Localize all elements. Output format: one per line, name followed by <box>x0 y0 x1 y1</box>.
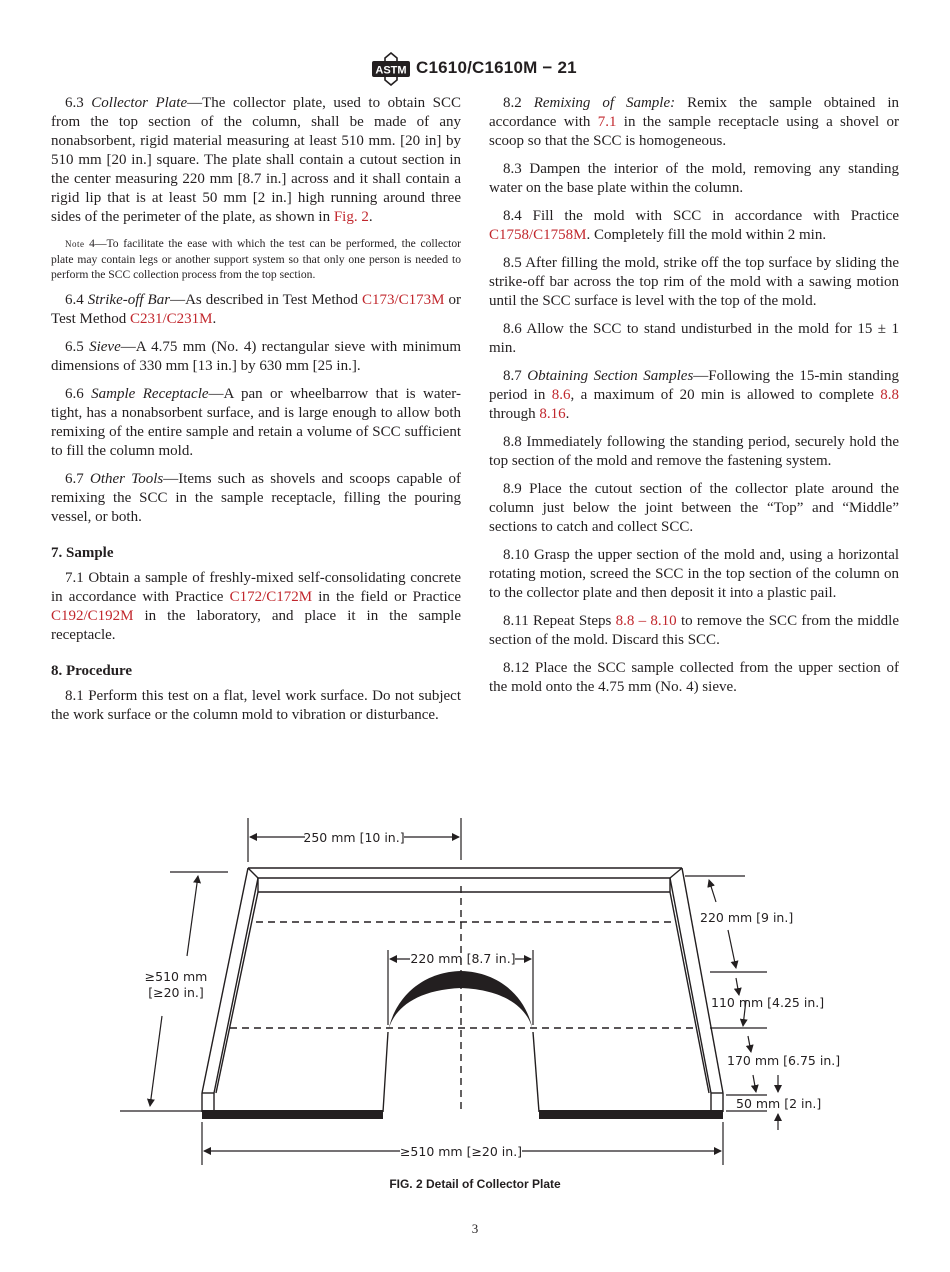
dim-cutout-label: 220 mm [8.7 in.] <box>410 951 516 966</box>
paragraph-6-7: 6.7 Other Tools—Items such as shovels and scoops capable of remixing the SCC in the sample receptacle, filling the pouring vessel, or both. <box>51 471 462 525</box>
dashed-guides <box>230 886 696 1112</box>
paragraph-6-4: 6.4 Strike-off Bar—As described in Test Method C173/C173M or Test Method C231/C231M. <box>51 292 462 327</box>
ref-c172[interactable]: C172/C172M <box>229 589 313 605</box>
ref-7-1[interactable]: 7.1 <box>597 114 617 130</box>
paragraph-8-6: 8.6 Allow the SCC to stand undisturbed in the mold for 15 ± 1 min. <box>489 321 899 356</box>
section-heading-8: 8. Procedure <box>51 663 133 679</box>
paragraph-8-11: 8.11 Repeat Steps 8.8 – 8.10 to remove the SCC from the middle section of the mold. Discard this SCC. <box>489 613 900 648</box>
dim-left-line2: [≥20 in.] <box>148 985 204 1000</box>
ref-c1758[interactable]: C1758/C1758M <box>489 227 587 243</box>
left-column <box>51 94 461 734</box>
figure-2-collector-plate <box>110 800 840 1180</box>
ref-c231[interactable]: C231/C231M <box>129 311 213 327</box>
page-number: 3 <box>471 1221 479 1236</box>
dim-left-line1: ≥510 mm <box>144 969 208 984</box>
dim-right-top-label: 220 mm [9 in.] <box>700 910 794 925</box>
dim-top-width-label: 250 mm [10 in.] <box>303 830 405 845</box>
paragraph-8-4: 8.4 Fill the mold with SCC in accordance with Practice C1758/C1758M. Completely fill the mold within 2 min. <box>489 208 899 243</box>
ref-8-6[interactable]: 8.6 <box>551 387 571 403</box>
ref-8-8-8-10[interactable]: 8.8 – 8.10 <box>615 613 677 629</box>
paragraph-6-3: 6.3 Collector Plate—The collector plate, used to obtain SCC from the top section of the column, shall be made of any nonabsorbent, rigid material measuring at least 510 mm. [20 in] by 510 mm [20 in.] square. The plate shall contain a cutout section in the center measuring 220 mm [8.7 in.] across and it shall contain a rigid lip that is at least 50 mm [2 in.] high running around three sides of the perimeter of the plate, as shown in Fig. 2. <box>51 95 461 225</box>
logo-text: ASTM <box>375 64 407 77</box>
paragraph-7-1: 7.1 Obtain a sample of freshly-mixed self-consolidating concrete in accordance with Practice C172/C172M in the field or Practice C192/C192M in the laboratory, and place it in the sample receptacle. <box>51 570 461 643</box>
collector-plate-diagram <box>110 800 840 1180</box>
ref-c173[interactable]: C173/C173M <box>362 292 445 308</box>
paragraph-8-2: 8.2 Remixing of Sample: Remix the sample obtained in accordance with 7.1 in the sample receptacle using a shovel or scoop so that the SCC is homogeneous. <box>489 95 900 149</box>
paragraph-8-1: 8.1 Perform this test on a flat, level work surface. Do not subject the work surface or the column mold to vibration or disturbance. <box>51 688 461 723</box>
dim-bottom-label: ≥510 mm [≥20 in.] <box>399 1144 523 1159</box>
standard-designation: C1610/C1610M − 21 <box>416 58 577 77</box>
paragraph-6-6: 6.6 Sample Receptacle—A pan or wheelbarrow that is water-tight, has a nonabsorbent surface, and is large enough to allow both remixing of the entire sample and retain a volume of SCC sufficient to fill the column mold. <box>51 386 461 459</box>
astm-logo-icon <box>370 52 412 86</box>
dim-right-low-label: 170 mm [6.75 in.] <box>727 1053 840 1068</box>
ref-fig-2[interactable]: Fig. 2 <box>333 209 369 225</box>
paragraph-6-5: 6.5 Sieve—A 4.75 mm (No. 4) rectangular sieve with minimum dimensions of 330 mm [13 in.] by 630 mm [25 in.]. <box>51 339 461 374</box>
paragraph-8-12: 8.12 Place the SCC sample collected from the upper section of the mold onto the 4.75 mm (No. 4) sieve. <box>489 660 899 695</box>
dim-lip-label: 50 mm [2 in.] <box>736 1096 822 1111</box>
paragraph-8-7: 8.7 Obtaining Section Samples—Following the 15-min standing period in 8.6, a maximum of 20 min is allowed to complete 8.8 through 8.16. <box>489 368 899 422</box>
ref-8-16[interactable]: 8.16 <box>539 406 566 422</box>
paragraph-8-5: 8.5 After filling the mold, strike off the top surface by sliding the strike-off bar across the top rim of the mold with a sawing motion until the SCC surface is level with the top of the mold. <box>489 255 899 309</box>
page-header <box>0 48 950 88</box>
paragraph-8-3: 8.3 Dampen the interior of the mold, removing any standing water on the base plate within the column. <box>489 161 900 196</box>
plate-front-edge-left <box>202 1110 383 1119</box>
term-collector-plate: Collector Plate <box>91 95 188 111</box>
paragraph-8-10: 8.10 Grasp the upper section of the mold and, using a horizontal rotating motion, screed the SCC in the top section of the column on to the collector plate and then deposit it into a plastic pail. <box>489 547 900 601</box>
plate-front-edge-right <box>539 1110 723 1119</box>
figure-caption: FIG. 2 Detail of Collector Plate <box>389 1177 561 1191</box>
ref-c192[interactable]: C192/C192M <box>51 608 134 624</box>
paragraph-8-9: 8.9 Place the cutout section of the collector plate around the column just below the joint between the “Top” and “Middle” sections to catch and collect SCC. <box>489 481 899 535</box>
ref-8-8[interactable]: 8.8 <box>880 387 899 403</box>
plate-outline <box>202 868 723 1112</box>
note-4: Note 4—To facilitate the ease with which the test can be performed, the collector plate may contain legs or another support system so that only one person is needed to perform the SCC collection process from the top section. <box>51 237 461 281</box>
right-column <box>489 94 899 706</box>
dim-right-mid-label: 110 mm [4.25 in.] <box>711 995 825 1010</box>
paragraph-8-8: 8.8 Immediately following the standing period, securely hold the top section of the mold and remove the fastening system. <box>489 434 900 469</box>
section-heading-7: 7. Sample <box>51 545 114 561</box>
